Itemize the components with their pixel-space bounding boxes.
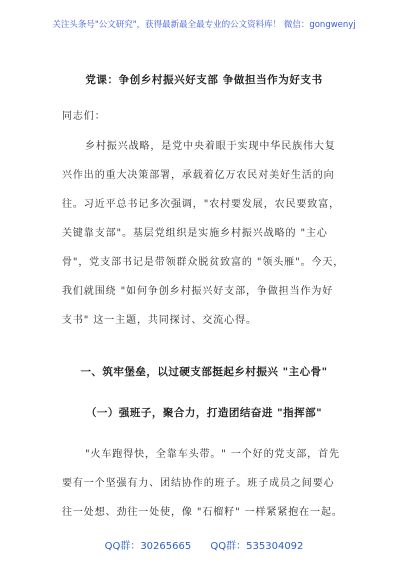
- paragraph-1-line: 我们就围绕 "如何争创乡村振兴好支部，争做担当作为好: [62, 286, 334, 297]
- paragraph-1-line: 兴作出的重大决策部署，承载着亿万农民对美好生活的向: [62, 170, 335, 181]
- footer-contact: [0, 537, 408, 552]
- qq-group-1: QQ群：30265665: [104, 541, 192, 552]
- paragraph-2-line: "火车跑得快，全靠车头带。" 一个好的党支部，首先: [85, 449, 340, 460]
- paragraph-1-line: 骨"，党支部书记是带领群众脱贫致富的 "领头雁"。今天，: [62, 257, 345, 268]
- qq-group-2: QQ群：535304092: [210, 541, 304, 552]
- paragraph-2-line: 往一处想、劲往一处使，像 "石榴籽" 一样紧紧抱在一起。: [62, 507, 343, 518]
- subsection-heading: （一）强班子，聚合力，打造团结奋进 "指挥部": [85, 407, 323, 419]
- paragraph-1-line: 往。习近平总书记多次强调，"农村要发展，农民要致富，: [62, 199, 340, 210]
- paragraph-1-line: 乡村振兴战略，是党中央着眼于实现中华民族伟大复: [85, 141, 336, 152]
- paragraph-1-line: 关键靠支部"。基层党组织是实施乡村振兴战略的 "主心: [62, 228, 328, 239]
- paragraph-2-line: 要有一个坚强有力、团结协作的班子。班子成员之间要心: [62, 478, 335, 489]
- section-heading: 一、筑牢堡垒，以过硬支部挺起乡村振兴 "主心骨": [80, 366, 328, 378]
- paragraph-1-line: 支书" 这一主题，共同探讨、交流心得。: [62, 315, 257, 326]
- document-title: 党课：争创乡村振兴好支部 争做担当作为好支书: [85, 74, 323, 86]
- header-banner: 关注头条号"公文研究"，获得最新最全最专业的公文资料库！ 微信：gongwenyj: [52, 20, 356, 30]
- greeting: 同志们：: [62, 111, 106, 122]
